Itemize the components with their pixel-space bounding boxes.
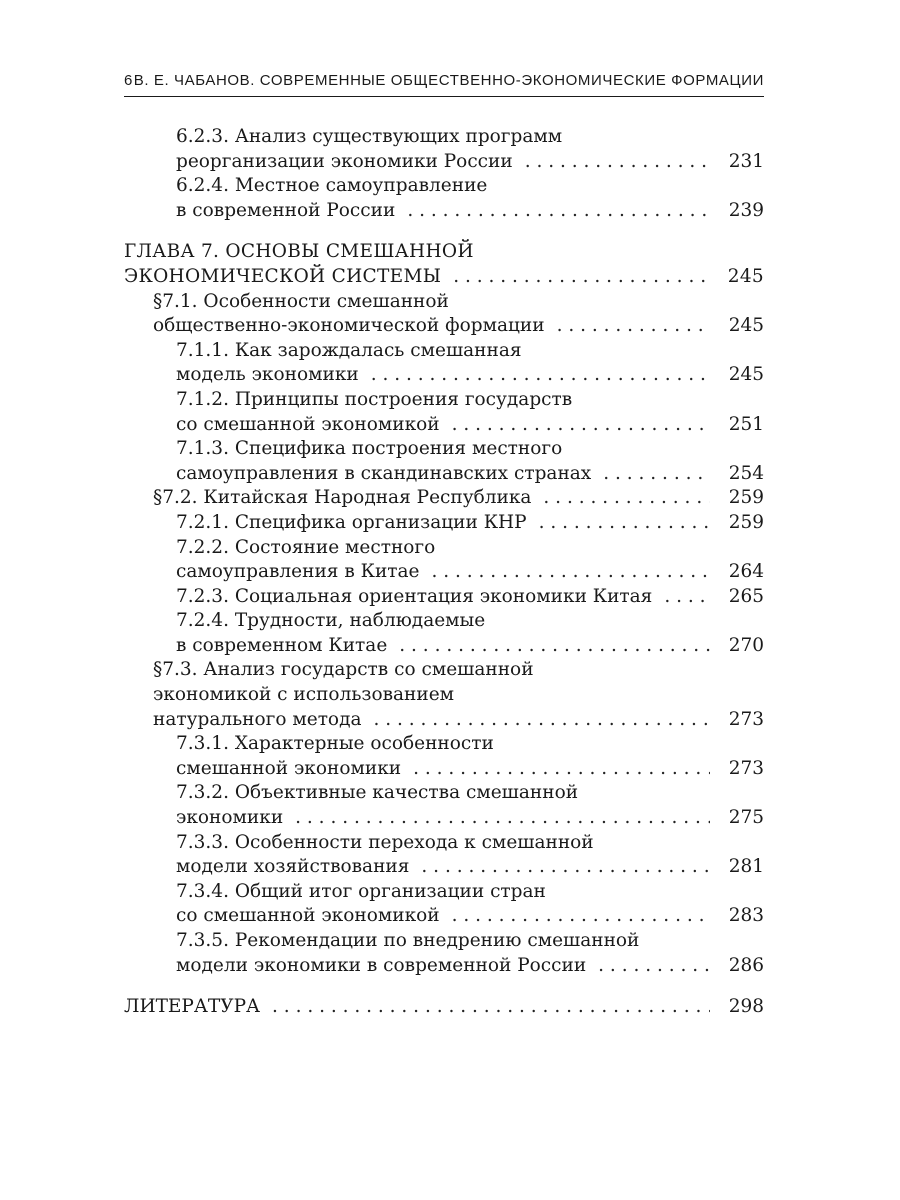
- toc-page-number: 273: [728, 757, 764, 779]
- toc-entry-7-3-2: [124, 781, 764, 830]
- toc-entry-7-3-5: [124, 929, 764, 978]
- dot-leader: [543, 486, 710, 511]
- toc-entry-7-2-3: [124, 585, 764, 610]
- toc-entry-title-line: натурального метода: [153, 708, 362, 730]
- toc-entry-title-line: со смешанной экономикой: [176, 905, 440, 927]
- toc-entry-title-line: 7.2.1. Специфика организации КНР: [176, 511, 527, 533]
- toc-entry-title-line: 6.2.4. Местное самоуправление: [176, 175, 488, 197]
- toc-entry-7-3: [124, 658, 764, 732]
- dot-leader: [374, 708, 711, 733]
- toc-page-number: 251: [728, 413, 764, 435]
- toc-entry-7-1-3: [124, 437, 764, 486]
- running-title: В. Е. ЧАБАНОВ. СОВРЕМЕННЫЕ ОБЩЕСТВЕННО-ЭКОНОМИЧЕСКИЕ ФОРМАЦИИ: [133, 72, 764, 89]
- toc-entry-7-2-4: [124, 609, 764, 658]
- toc-entry-7-1-1: [124, 339, 764, 388]
- toc-entry-6-2-4: [124, 174, 764, 223]
- toc-entry-7-1-2: [124, 388, 764, 437]
- dot-leader: [453, 265, 710, 290]
- toc-page-number: 273: [728, 708, 764, 730]
- dot-leader: [452, 904, 710, 929]
- toc-entry-chapter-7: [124, 240, 764, 289]
- toc-entry-7-2: [124, 486, 764, 511]
- toc-entry-title-line: 7.2.2. Состояние местного: [176, 536, 436, 558]
- dot-leader: [603, 462, 710, 487]
- toc-entry-title-line: 7.3.3. Особенности перехода к смешанной: [176, 831, 594, 853]
- toc-page-number: 264: [728, 561, 764, 583]
- toc-entry-title-line: самоуправления в Китае: [176, 561, 420, 583]
- toc-entry-title-line: со смешанной экономикой: [176, 413, 440, 435]
- toc-entry-literature: [124, 995, 764, 1020]
- toc-entry-title-line: 7.1.3. Специфика построения местного: [176, 438, 563, 460]
- dot-leader: [539, 511, 710, 536]
- toc-entry-title-line: 6.2.3. Анализ существующих программ: [176, 126, 563, 147]
- dot-leader: [407, 199, 710, 224]
- toc-page-number: 281: [728, 856, 764, 878]
- toc-entry-7-2-2: [124, 536, 764, 585]
- dot-leader: [371, 363, 710, 388]
- toc-entry-title-line: 7.3.2. Объективные качества смешанной: [176, 782, 579, 804]
- dot-leader: [557, 314, 710, 339]
- dot-leader: [421, 855, 710, 880]
- dot-leader: [399, 634, 710, 659]
- toc-entry-title-line: общественно-экономической формации: [153, 315, 545, 337]
- toc-page-number: 245: [728, 364, 764, 386]
- toc-page-number: 265: [728, 585, 764, 607]
- dot-leader: [452, 413, 710, 438]
- toc-page-number: 254: [728, 462, 764, 484]
- toc-entry-title-line: модели хозяйствования: [176, 856, 410, 878]
- toc-entry-title-line: 7.2.4. Трудности, наблюдаемые: [176, 610, 486, 632]
- toc-entry-title-line: 7.3.4. Общий итог организации стран: [176, 880, 546, 902]
- toc-entry-title-line: смешанной экономики: [176, 757, 402, 779]
- dot-leader: [413, 757, 710, 782]
- toc-entry-title-line: §7.2. Китайская Народная Республика: [153, 487, 532, 509]
- page-number: 6: [124, 72, 133, 89]
- running-header: [124, 68, 764, 97]
- toc-entry-title-line: в современном Китае: [176, 634, 388, 656]
- toc-entry-title-line: 7.1.1. Как зарождалась смешанная: [176, 339, 522, 361]
- dot-leader: [598, 954, 710, 979]
- toc-entry-title-line: §7.3. Анализ государств со смешанной: [153, 659, 534, 681]
- toc-entry-title-line: §7.1. Особенности смешанной: [153, 290, 449, 312]
- toc-entry-title-line: самоуправления в скандинавских странах: [176, 462, 592, 484]
- table-of-contents: [124, 125, 764, 1020]
- toc-page-number: 245: [727, 265, 764, 287]
- toc-entry-7-3-1: [124, 732, 764, 781]
- toc-entry-7-3-3: [124, 831, 764, 880]
- toc-entry-title-line: модели экономики в современной России: [176, 954, 587, 976]
- dot-leader: [272, 995, 710, 1020]
- toc-entry-title-line: экономикой с использованием: [153, 684, 455, 706]
- toc-page-number: 270: [728, 634, 764, 656]
- toc-entry-title-line: модель экономики: [176, 364, 359, 386]
- toc-entry-7-1: [124, 290, 764, 339]
- dot-leader: [664, 585, 710, 610]
- toc-page-number: 298: [728, 996, 764, 1018]
- toc-entry-title-line: 7.2.3. Социальная ориентация экономики Китая: [176, 585, 653, 607]
- toc-entry-7-3-4: [124, 880, 764, 929]
- toc-page-number: 259: [728, 511, 764, 533]
- toc-entry-title-line: 7.1.2. Принципы построения государств: [176, 388, 573, 410]
- toc-entry-title-line: реорганизации экономики России: [176, 150, 513, 172]
- toc-page-number: 283: [728, 905, 764, 927]
- dot-leader: [525, 150, 710, 175]
- dot-leader: [432, 560, 711, 585]
- toc-page-number: 286: [728, 954, 764, 976]
- toc-page-number: 259: [728, 487, 764, 509]
- toc-entry-title-line: 7.3.1. Характерные особенности: [176, 733, 494, 755]
- toc-entry-7-2-1: [124, 511, 764, 536]
- toc-entry-title-line: ЛИТЕРАТУРА: [124, 996, 261, 1018]
- toc-entry-6-2-3: [124, 125, 764, 174]
- toc-page-number: 231: [728, 150, 764, 172]
- toc-entry-title-line: экономики: [176, 807, 284, 829]
- dot-leader: [295, 806, 710, 831]
- toc-entry-title-line: в современной России: [176, 199, 396, 221]
- toc-entry-title-line: ГЛАВА 7. ОСНОВЫ СМЕШАННОЙ: [124, 241, 474, 263]
- toc-page-number: 275: [728, 807, 764, 829]
- toc-entry-title-line: 7.3.5. Рекомендации по внедрению смешанной: [176, 930, 640, 951]
- toc-page-number: 245: [728, 315, 764, 337]
- toc-entry-title-line: ЭКОНОМИЧЕСКОЙ СИСТЕМЫ: [124, 265, 442, 287]
- toc-page-number: 239: [728, 199, 764, 221]
